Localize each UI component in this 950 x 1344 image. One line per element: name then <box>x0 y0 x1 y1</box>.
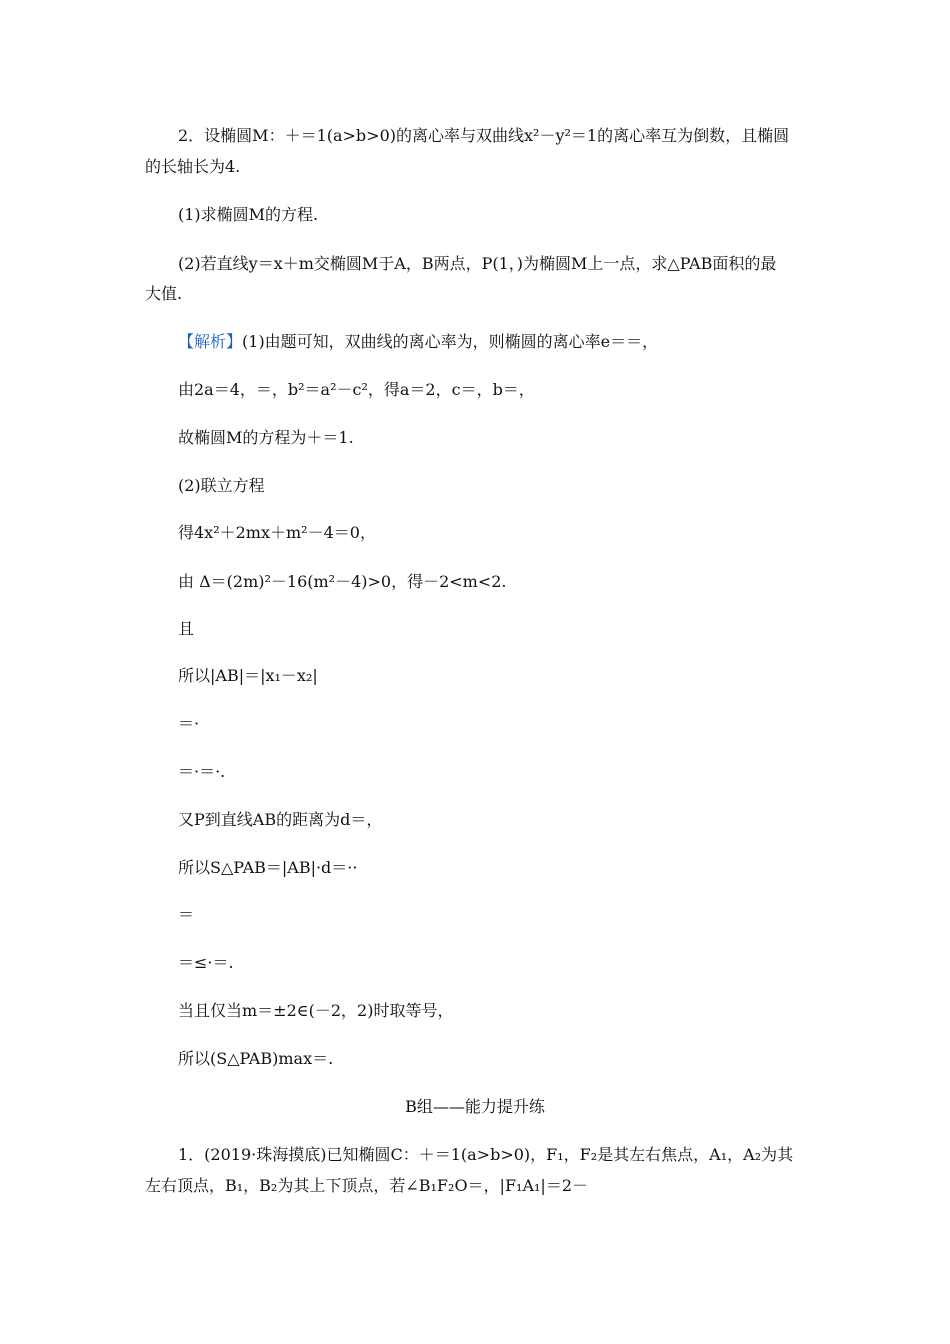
problem-2-question-2-line-1: (2)若直线y＝x＋m交椭圆M于A，B两点，P(1，)为椭圆M上一点，求△PAB面积的最 <box>178 254 777 273</box>
solution-step-4: (2)联立方程 <box>178 476 265 495</box>
solution-step-1 <box>178 332 658 352</box>
solution-step-10: ＝·＝·. <box>178 762 226 781</box>
solution-step-2: 由2a＝4，＝，b²＝a²－c²，得a＝2，c＝，b＝， <box>178 380 535 399</box>
section-b-title: B组——能力提升练 <box>405 1097 545 1116</box>
solution-step-8: 所以|AB|＝|x₁－x₂| <box>178 666 318 685</box>
section-b-problem-1-line-2: 左右顶点，B₁，B₂为其上下顶点，若∠B₁F₂O＝，|F₁A₁|＝2－ <box>145 1176 589 1195</box>
problem-2-question-1: (1)求椭圆M的方程. <box>178 205 319 224</box>
section-b-problem-1-line-1: 1．(2019·珠海摸底)已知椭圆C：＋＝1(a>b>0)，F₁，F₂是其左右焦点，A₁，A₂为其 <box>178 1145 794 1164</box>
solution-step-1-text: (1)由题可知，双曲线的离心率为，则椭圆的离心率e＝＝， <box>242 332 659 351</box>
solution-step-13: ＝ <box>178 905 195 924</box>
solution-step-11: 又P到直线AB的距离为d＝， <box>178 810 383 829</box>
solution-step-15: 当且仅当m＝±2∈(－2，2)时取等号， <box>178 1001 454 1020</box>
problem-2-question-2-line-2: 大值. <box>145 284 183 303</box>
solution-step-6: 由 Δ＝(2m)²－16(m²－4)>0，得－2<m<2. <box>178 572 507 591</box>
solution-step-12: 所以S△PAB＝|AB|·d＝·· <box>178 858 358 877</box>
solution-step-7: 且 <box>178 619 195 638</box>
solution-step-14: ＝≤·＝. <box>178 953 234 972</box>
solution-tag: 【解析】 <box>178 332 243 351</box>
problem-2-line-1: 2．设椭圆M：＋＝1(a>b>0)的离心率与双曲线x²－y²＝1的离心率互为倒数，且椭圆 <box>178 126 790 145</box>
problem-2-line-2: 的长轴长为4. <box>145 157 241 176</box>
solution-step-9: ＝· <box>178 714 200 733</box>
solution-step-5: 得4x²＋2mx＋m²－4＝0， <box>178 523 376 542</box>
solution-step-3: 故椭圆M的方程为＋＝1. <box>178 428 354 447</box>
solution-step-16: 所以(S△PAB)max＝. <box>178 1049 334 1068</box>
